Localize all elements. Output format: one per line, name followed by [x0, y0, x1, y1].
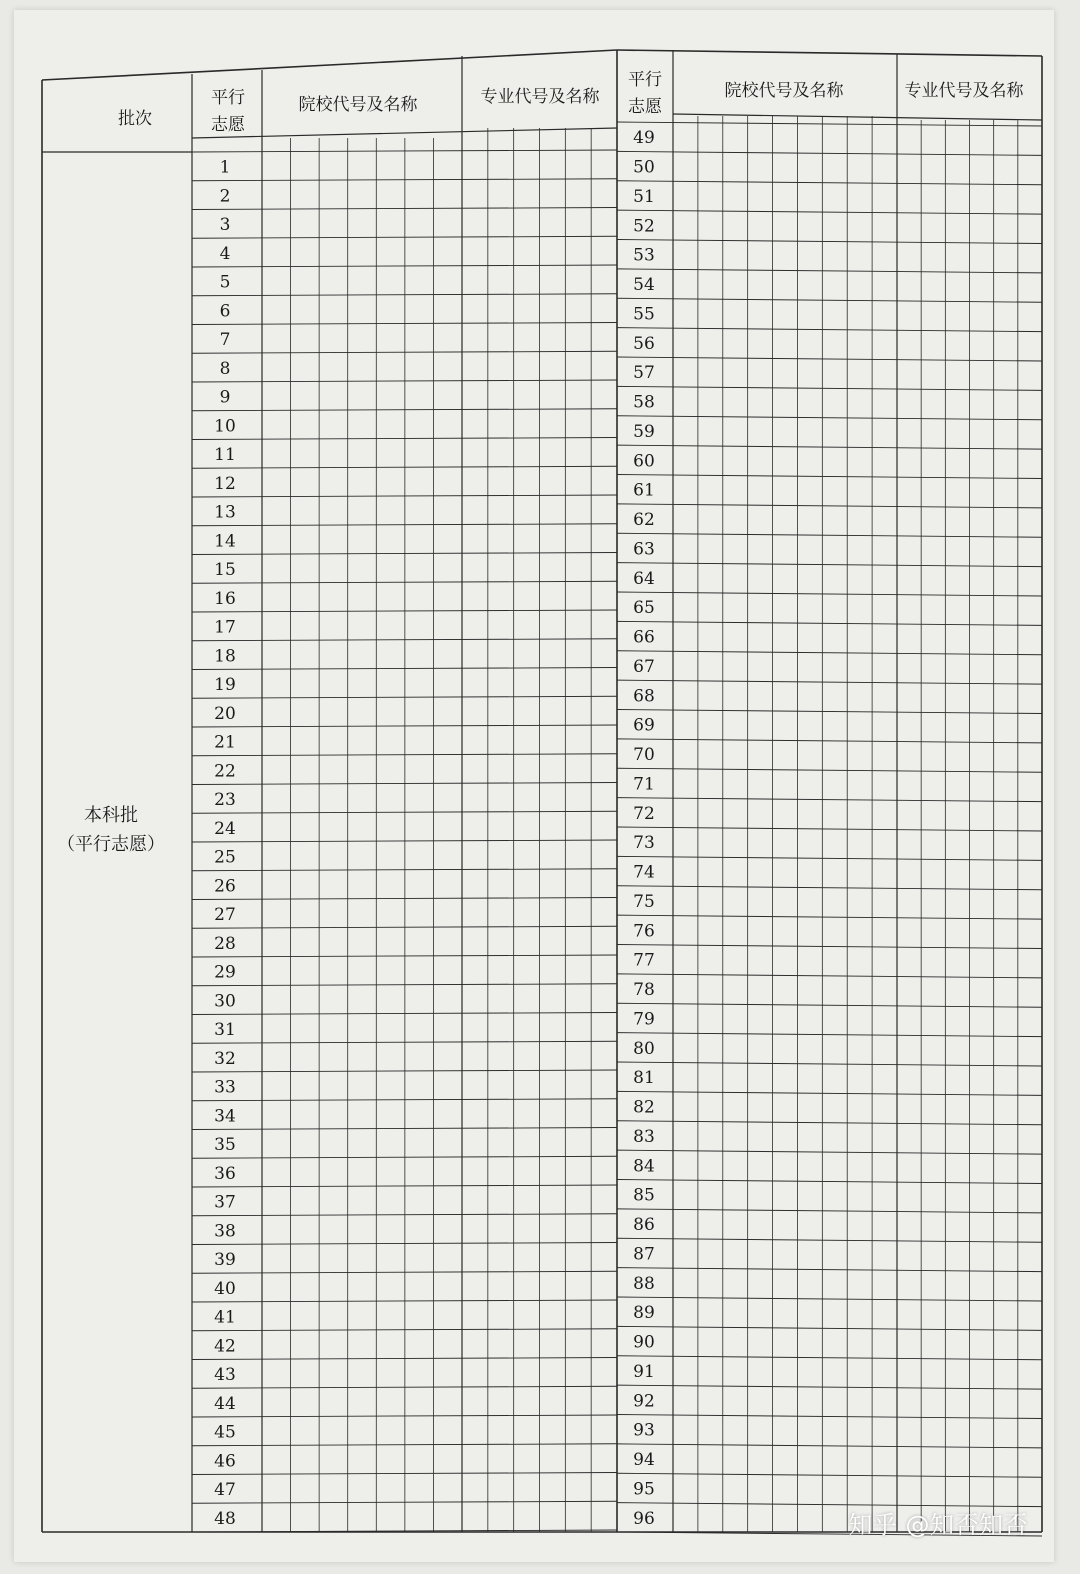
- right-row-line: [617, 240, 1042, 244]
- left-row-number: 25: [214, 847, 236, 868]
- right-header-bottom: [673, 114, 1042, 120]
- right-row-number: 94: [633, 1450, 655, 1471]
- left-header-bottom: [192, 128, 617, 138]
- right-row-line: [617, 269, 1042, 273]
- left-row-number: 9: [219, 387, 231, 408]
- left-row-number: 38: [214, 1221, 236, 1242]
- left-row-number: 13: [214, 502, 236, 523]
- right-row-line: [617, 710, 1042, 714]
- right-row-number: 57: [633, 363, 655, 384]
- right-row-number: 70: [633, 745, 655, 766]
- left-row-number: 40: [214, 1278, 236, 1299]
- right-row-line: [617, 915, 1042, 919]
- left-row-number: 7: [219, 330, 231, 351]
- table-grid: [42, 50, 1042, 1536]
- right-row-line: [617, 386, 1042, 390]
- left-row-number: 17: [214, 617, 236, 638]
- right-row-number: 80: [633, 1038, 655, 1059]
- left-row-number: 42: [214, 1336, 236, 1357]
- right-row-line: [617, 1444, 1042, 1448]
- right-row-number: 82: [633, 1097, 655, 1118]
- right-row-line: [617, 1268, 1042, 1272]
- right-row-line: [617, 680, 1042, 684]
- right-row-number: 66: [633, 627, 655, 648]
- left-row-number: 31: [214, 1020, 236, 1041]
- right-row-line: [617, 798, 1042, 802]
- left-row-number: 6: [219, 301, 231, 322]
- right-row-number: 54: [633, 275, 655, 296]
- right-row-line: [617, 504, 1042, 508]
- watermark: 知乎 @知否知否: [848, 1511, 1028, 1539]
- left-row-number: 1: [219, 157, 231, 178]
- right-row-number: 63: [633, 539, 655, 560]
- left-row-numbers: [214, 158, 236, 1529]
- left-row-number: 47: [214, 1480, 236, 1501]
- right-row-line: [617, 298, 1042, 302]
- right-row-number: 67: [633, 656, 655, 677]
- right-row-number: 62: [633, 510, 655, 531]
- volunteer-form-table: [14, 10, 1054, 1562]
- right-row-number: 77: [633, 950, 655, 971]
- right-row-numbers: [633, 128, 655, 1529]
- right-row-line: [617, 592, 1042, 596]
- left-row-number: 26: [214, 876, 236, 897]
- left-row-number: 20: [214, 703, 236, 724]
- right-row-line: [617, 1150, 1042, 1154]
- right-row-line: [617, 357, 1042, 361]
- right-row-number: 89: [633, 1303, 655, 1324]
- right-row-line: [617, 210, 1042, 214]
- right-row-number: 88: [633, 1273, 655, 1294]
- right-row-line: [617, 1003, 1042, 1007]
- left-row-number: 18: [214, 646, 236, 667]
- right-row-line: [617, 445, 1042, 449]
- right-top-border: [617, 50, 1042, 56]
- left-row-number: 34: [214, 1106, 236, 1127]
- right-row-line: [617, 651, 1042, 655]
- left-row-number: 8: [219, 358, 231, 379]
- right-row-number: 83: [633, 1126, 655, 1147]
- right-row-number: 76: [633, 921, 655, 942]
- right-row-line: [617, 328, 1042, 332]
- right-row-line: [617, 945, 1042, 949]
- left-row-number: 3: [219, 215, 231, 236]
- right-row-number: 55: [633, 304, 655, 325]
- right-row-number: 50: [633, 157, 655, 178]
- left-row-number: 37: [214, 1192, 236, 1213]
- right-row-number: 75: [633, 891, 655, 912]
- left-row-number: 33: [214, 1077, 236, 1098]
- right-row-number: 53: [633, 245, 655, 266]
- right-row-line: [617, 856, 1042, 860]
- left-row-number: 24: [214, 818, 236, 839]
- right-row-line: [617, 1473, 1042, 1477]
- right-row-number: 51: [633, 186, 655, 207]
- right-row-number: 92: [633, 1391, 655, 1412]
- right-row-line: [617, 1033, 1042, 1037]
- right-row-line: [617, 827, 1042, 831]
- right-row-number: 64: [633, 568, 655, 589]
- left-row-number: 41: [214, 1307, 236, 1328]
- left-row-number: 10: [214, 416, 236, 437]
- right-row-line: [617, 1180, 1042, 1184]
- parallel-header-right-line1: 平行: [628, 70, 662, 90]
- right-row-number: 56: [633, 333, 655, 354]
- right-row-number: 69: [633, 715, 655, 736]
- right-row-number: 93: [633, 1420, 655, 1441]
- right-row-number: 87: [633, 1244, 655, 1265]
- right-row-number: 85: [633, 1185, 655, 1206]
- table-top-border: [42, 50, 617, 80]
- left-row-number: 23: [214, 790, 236, 811]
- right-row-number: 52: [633, 216, 655, 237]
- right-row-line: [617, 1326, 1042, 1330]
- left-row-number: 16: [214, 588, 236, 609]
- left-row-number: 44: [214, 1393, 236, 1414]
- right-row-line: [617, 621, 1042, 625]
- right-row-line: [617, 1356, 1042, 1360]
- left-row-number: 4: [219, 243, 231, 264]
- left-row-number: 11: [214, 445, 236, 466]
- form-page: [14, 10, 1054, 1562]
- right-row-line: [617, 151, 1042, 155]
- right-row-number: 84: [633, 1156, 655, 1177]
- left-row-number: 43: [214, 1365, 236, 1386]
- right-row-number: 59: [633, 421, 655, 442]
- right-row-line: [617, 181, 1042, 185]
- left-row-number: 5: [219, 272, 231, 293]
- right-row-number: 78: [633, 980, 655, 1001]
- left-row-number: 45: [214, 1422, 236, 1443]
- batch-header: 批次: [118, 109, 152, 129]
- right-row-number: 86: [633, 1215, 655, 1236]
- left-row-number: 21: [214, 732, 236, 753]
- right-row-line: [617, 1385, 1042, 1389]
- left-row-number: 29: [214, 962, 236, 983]
- left-row-number: 19: [214, 675, 236, 696]
- right-row-line: [617, 1209, 1042, 1213]
- right-row-number: 90: [633, 1332, 655, 1353]
- right-row-line: [617, 974, 1042, 978]
- right-row-line: [617, 416, 1042, 420]
- right-row-number: 81: [633, 1068, 655, 1089]
- left-row-number: 28: [214, 933, 236, 954]
- batch-label-line2: （平行志愿）: [57, 834, 165, 855]
- right-row-number: 95: [633, 1479, 655, 1500]
- right-row-number: 96: [633, 1508, 655, 1529]
- parallel-header-left-line2: 志愿: [211, 115, 245, 135]
- school-header-left: 院校代号及名称: [298, 95, 418, 115]
- right-row-number: 60: [633, 451, 655, 472]
- left-row-number: 30: [214, 991, 236, 1012]
- parallel-header-right-line2: 志愿: [628, 97, 662, 117]
- right-row-line: [617, 563, 1042, 567]
- right-row-number: 91: [633, 1361, 655, 1382]
- right-row-line: [617, 1415, 1042, 1419]
- right-row-number: 79: [633, 1009, 655, 1030]
- right-row-line: [617, 1091, 1042, 1095]
- right-row-number: 61: [633, 480, 655, 501]
- right-row-number: 73: [633, 833, 655, 854]
- left-row-number: 12: [214, 473, 236, 494]
- parallel-header-left-line1: 平行: [211, 88, 245, 108]
- right-row-line: [617, 886, 1042, 890]
- right-row-number: 58: [633, 392, 655, 413]
- right-row-line: [617, 533, 1042, 537]
- left-row-number: 22: [214, 761, 236, 782]
- right-row-number: 49: [633, 128, 655, 149]
- right-row-number: 65: [633, 598, 655, 619]
- left-row-number: 14: [214, 531, 236, 552]
- right-row-line: [617, 1062, 1042, 1066]
- major-header-right: 专业代号及名称: [904, 81, 1024, 101]
- right-row-line: [617, 122, 1042, 126]
- right-row-line: [617, 768, 1042, 772]
- batch-label-line1: 本科批: [84, 805, 138, 826]
- right-row-number: 71: [633, 774, 655, 795]
- right-row-line: [617, 1121, 1042, 1125]
- right-row-number: 72: [633, 803, 655, 824]
- right-row-number: 68: [633, 686, 655, 707]
- left-row-number: 36: [214, 1163, 236, 1184]
- left-row-number: 2: [219, 186, 231, 207]
- left-row-number: 48: [214, 1508, 236, 1529]
- left-row-number: 46: [214, 1451, 236, 1472]
- left-row-number: 27: [214, 905, 236, 926]
- school-header-right: 院校代号及名称: [724, 81, 844, 101]
- major-header-left: 专业代号及名称: [480, 87, 600, 107]
- left-row-number: 39: [214, 1250, 236, 1271]
- left-row-number: 35: [214, 1135, 236, 1156]
- left-row-number: 15: [214, 560, 236, 581]
- right-row-line: [617, 739, 1042, 743]
- right-row-line: [617, 1238, 1042, 1242]
- right-row-number: 74: [633, 862, 655, 883]
- right-row-line: [617, 475, 1042, 479]
- right-row-line: [617, 1297, 1042, 1301]
- left-row-number: 32: [214, 1048, 236, 1069]
